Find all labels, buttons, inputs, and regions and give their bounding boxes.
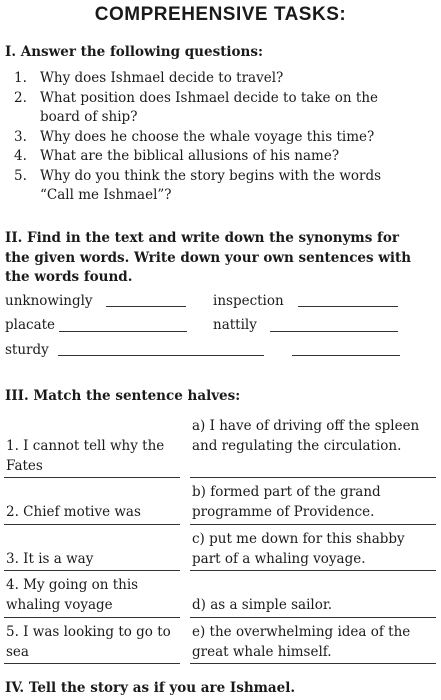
row-divider — [4, 477, 180, 478]
question-text: Why does Ishmael decide to travel? — [40, 70, 284, 86]
section-2-heading: II. Find in the text and write down the synonyms for the given words. Write down your own sentences with the words found. — [5, 230, 412, 285]
vocab-word-inspection: inspection — [213, 293, 284, 309]
row-divider — [4, 617, 180, 618]
question-number: 2. — [14, 89, 27, 106]
row-divider — [190, 524, 436, 525]
sentence-end: c) put me down for this shabby part of a whaling voyage. — [192, 531, 405, 567]
sentence-end: b) formed part of the grand programme of Providence. — [192, 484, 381, 520]
sentence-end: a) I have of driving off the spleen and regulating the circulation. — [192, 418, 420, 454]
question-text: Why does he choose the whale voyage this time? — [40, 128, 375, 145]
sentence-start: 5. I was looking to go to sea — [6, 624, 171, 660]
row-divider — [190, 617, 436, 618]
question-item — [14, 167, 419, 206]
question-text: What position does Ishmael decide to take on the board of ship? — [40, 89, 379, 125]
page-title: COMPREHENSIVE TASKS: — [94, 4, 347, 25]
sentence-start: 3. It is a way — [6, 551, 94, 567]
answer-blank[interactable] — [298, 306, 398, 307]
section-1-heading: I. Answer the following questions: — [5, 44, 263, 60]
answer-blank[interactable] — [106, 306, 186, 307]
answer-blank[interactable] — [270, 331, 398, 332]
row-divider — [190, 570, 436, 571]
row-divider — [190, 663, 436, 664]
question-list — [14, 69, 419, 206]
sentence-start: 1. I cannot tell why the Fates — [6, 438, 165, 474]
question-number: 1. — [14, 70, 27, 86]
match-row — [4, 576, 436, 616]
answer-blank[interactable] — [292, 355, 400, 356]
section-3-heading: III. Match the sentence halves: — [5, 388, 241, 404]
vocab-word-unknowingly: unknowingly — [5, 293, 93, 309]
row-divider — [4, 663, 180, 664]
sentence-end: e) the overwhelming idea of the great whale himself. — [192, 624, 411, 660]
match-row — [4, 417, 436, 475]
match-row — [4, 623, 436, 663]
sentence-start: 2. Chief motive was — [6, 504, 141, 520]
vocab-word-sturdy: sturdy — [5, 342, 49, 358]
row-divider — [4, 570, 180, 571]
vocab-word-nattily: nattily — [213, 317, 257, 333]
question-number: 4. — [14, 148, 27, 164]
row-divider — [4, 524, 180, 525]
question-item — [14, 147, 419, 167]
question-item — [14, 89, 419, 128]
match-row — [4, 530, 436, 570]
question-number: 3. — [14, 128, 27, 145]
vocab-word-placate: placate — [5, 317, 56, 333]
sentence-end: d) as a simple sailor. — [192, 597, 333, 613]
question-text: Why do you think the story begins with the words “Call me Ishmael”? — [40, 167, 382, 203]
answer-blank[interactable] — [58, 355, 264, 356]
question-item — [14, 128, 419, 148]
row-divider — [190, 477, 436, 478]
question-text: What are the biblical allusions of his name? — [40, 148, 340, 164]
answer-blank[interactable] — [59, 331, 187, 332]
question-number: 5. — [14, 167, 27, 184]
question-item — [14, 69, 419, 89]
match-row — [4, 483, 436, 523]
section-4-heading: IV. Tell the story as if you are Ishmael. — [5, 680, 296, 696]
sentence-start: 4. My going on this whaling voyage — [6, 577, 139, 613]
